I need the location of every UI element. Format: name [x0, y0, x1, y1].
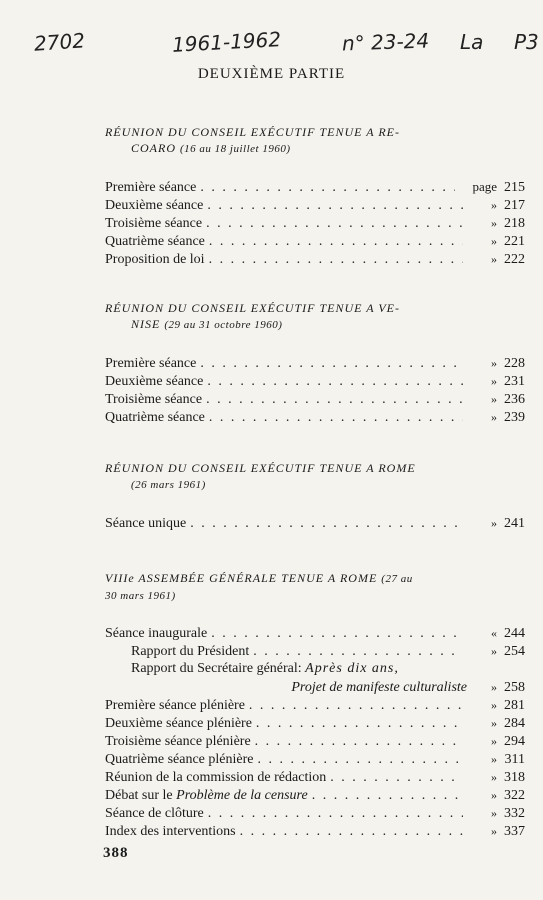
toc-entry[interactable]: [105, 514, 525, 532]
section-title-tail: (27 au: [381, 573, 413, 585]
page-number: 388: [103, 845, 129, 861]
entry-mark: »: [491, 716, 497, 730]
entry-mark: »: [491, 698, 497, 712]
entry-label-italic: Problème de la censure: [176, 788, 308, 803]
section-heading-assemblee: [105, 570, 465, 604]
handwritten-annotations: [0, 22, 543, 58]
entry-label: Index des interventions: [105, 824, 236, 839]
handwritten-years: 1961-1962: [171, 27, 282, 57]
entry-page: 218: [504, 216, 525, 231]
entry-mark: »: [491, 356, 497, 370]
entry-mark: »: [491, 516, 497, 530]
leader-dots: [208, 805, 463, 823]
handwritten-la: La: [460, 30, 484, 54]
toc-entry[interactable]: [105, 232, 525, 250]
toc-entry[interactable]: [105, 786, 525, 804]
entry-page: 318: [504, 770, 525, 785]
entry-label: Rapport du Président: [131, 644, 250, 659]
leader-dots: [190, 515, 463, 533]
toc-venise: [105, 354, 525, 426]
leader-dots: [209, 233, 463, 251]
entry-mark: page: [472, 179, 497, 194]
toc-entry[interactable]: [105, 660, 525, 678]
entry-page: 228: [504, 356, 525, 371]
entry-mark: »: [491, 644, 497, 658]
entry-page: 215: [504, 180, 525, 195]
leader-dots: [200, 355, 463, 373]
toc-recoaro: [105, 178, 525, 268]
leader-dots: [209, 409, 463, 427]
entry-label: Quatrième séance: [105, 234, 205, 249]
toc-entry[interactable]: [105, 178, 525, 196]
toc-entry[interactable]: [105, 822, 525, 840]
toc-entry-cont[interactable]: [105, 678, 525, 696]
section-heading-recoaro: [105, 124, 465, 157]
entry-label: Deuxième séance: [105, 198, 204, 213]
toc-assemblee: [105, 624, 525, 840]
section-title: VIIIe ASSEMBÉE GÉNÉRALE TENUE A ROME: [105, 571, 378, 585]
entry-label: Débat sur le: [105, 788, 173, 803]
entry-page: 239: [504, 410, 525, 425]
entry-label: Deuxième séance: [105, 374, 204, 389]
toc-entry[interactable]: [105, 714, 525, 732]
leader-dots: [257, 751, 463, 769]
toc-entry[interactable]: [105, 372, 525, 390]
entry-page: 311: [504, 752, 525, 767]
leader-dots: [207, 197, 463, 215]
section-heading-rome: [105, 460, 465, 493]
entry-mark: »: [491, 198, 497, 212]
entry-label: Séance de clôture: [105, 806, 204, 821]
toc-entry[interactable]: [105, 642, 525, 660]
entry-label-italic-cont: Projet de manifeste culturaliste: [291, 680, 467, 695]
leader-dots: [200, 179, 455, 197]
entry-page: 221: [504, 234, 525, 249]
entry-label: Deuxième séance plénière: [105, 716, 252, 731]
toc-entry[interactable]: [105, 214, 525, 232]
entry-page: 254: [504, 644, 525, 659]
leader-dots: [312, 787, 463, 805]
entry-mark: »: [491, 680, 497, 694]
entry-page: 337: [504, 824, 525, 839]
entry-label: Troisième séance: [105, 392, 203, 407]
entry-page: 258: [504, 680, 525, 695]
section-dates: (29 au 31 octobre 1960): [164, 319, 283, 331]
section-heading-venise: [105, 300, 465, 333]
entry-label: Séance unique: [105, 516, 187, 531]
entry-label: Rapport du Secrétaire général:: [131, 661, 302, 676]
handwritten-code: P3: [514, 30, 539, 54]
toc-entry[interactable]: [105, 696, 525, 714]
entry-mark: »: [491, 770, 497, 784]
entry-mark: »: [491, 824, 497, 838]
toc-rome: [105, 514, 525, 532]
entry-mark: »: [491, 374, 497, 388]
toc-entry[interactable]: [105, 768, 525, 786]
toc-entry[interactable]: [105, 354, 525, 372]
toc-entry[interactable]: [105, 624, 525, 642]
section-dates: (16 au 18 juillet 1960): [180, 143, 291, 155]
part-title: DEUXIÈME PARTIE: [197, 66, 346, 82]
section-title: RÉUNION DU CONSEIL EXÉCUTIF TENUE A ROME: [105, 461, 416, 475]
leader-dots: [256, 715, 463, 733]
leader-dots: [206, 391, 463, 409]
entry-mark: »: [491, 752, 497, 766]
leader-dots: [209, 251, 463, 269]
entry-mark: »: [491, 234, 497, 248]
leader-dots: [240, 823, 463, 841]
entry-page: 231: [504, 374, 525, 389]
toc-entry[interactable]: [105, 196, 525, 214]
entry-page: 236: [504, 392, 525, 407]
leader-dots: [253, 643, 463, 661]
handwritten-issue: n° 23-24: [341, 28, 430, 56]
leader-dots: [211, 625, 463, 643]
entry-mark: »: [491, 788, 497, 802]
entry-mark: «: [491, 626, 497, 640]
section-title-cont: NISE: [131, 317, 161, 331]
entry-mark: »: [491, 734, 497, 748]
toc-entry[interactable]: [105, 408, 525, 426]
entry-label: Première séance: [105, 356, 197, 371]
entry-page: 294: [504, 734, 525, 749]
entry-label: Séance inaugurale: [105, 626, 208, 641]
leader-dots: [330, 769, 463, 787]
entry-label: Première séance plénière: [105, 698, 245, 713]
entry-page: 284: [504, 716, 525, 731]
entry-label: Quatrième séance plénière: [105, 752, 254, 767]
entry-label: Troisième séance plénière: [105, 734, 251, 749]
section-title-cont: COARO: [131, 141, 176, 155]
leader-dots: [249, 697, 463, 715]
leader-dots: [207, 373, 463, 391]
entry-page: 322: [504, 788, 525, 803]
entry-label: Troisième séance: [105, 216, 203, 231]
entry-page: 332: [504, 806, 525, 821]
toc-entry[interactable]: [105, 804, 525, 822]
entry-label: Première séance: [105, 180, 197, 195]
entry-mark: »: [491, 806, 497, 820]
section-title: RÉUNION DU CONSEIL EXÉCUTIF TENUE A RE-: [105, 125, 401, 139]
leader-dots: [206, 215, 463, 233]
entry-mark: »: [491, 216, 497, 230]
entry-mark: »: [491, 410, 497, 424]
entry-label: Réunion de la commission de rédaction: [105, 770, 327, 785]
toc-entry[interactable]: [105, 732, 525, 750]
toc-entry[interactable]: [105, 250, 525, 268]
entry-page: 281: [504, 698, 525, 713]
leader-dots: [255, 733, 463, 751]
entry-page: 217: [504, 198, 525, 213]
entry-page: 244: [504, 626, 525, 641]
entry-mark: »: [491, 252, 497, 266]
entry-page: 241: [504, 516, 525, 531]
toc-entry[interactable]: [105, 750, 525, 768]
entry-mark: »: [491, 392, 497, 406]
section-title: RÉUNION DU CONSEIL EXÉCUTIF TENUE A VE-: [105, 301, 401, 315]
handwritten-id: 2702: [33, 28, 86, 56]
section-dates: (26 mars 1961): [131, 479, 206, 491]
section-dates: 30 mars 1961): [105, 590, 176, 602]
entry-label: Proposition de loi: [105, 252, 205, 267]
toc-entry[interactable]: [105, 390, 525, 408]
entry-page: 222: [504, 252, 525, 267]
entry-label-italic: Après dix ans,: [305, 661, 399, 676]
entry-label: Quatrième séance: [105, 410, 205, 425]
